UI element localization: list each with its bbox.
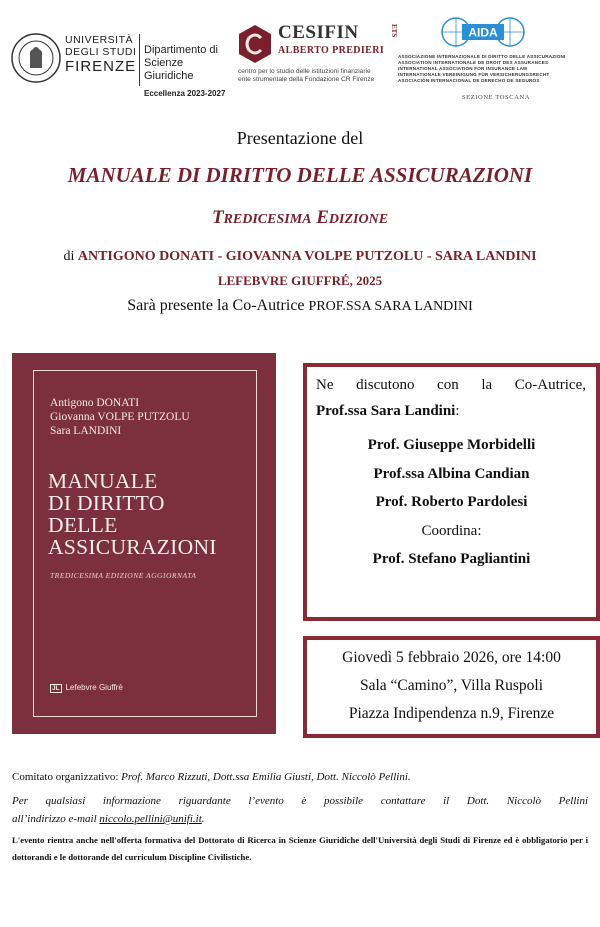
discussants-coauthor	[316, 403, 460, 420]
event-title: MANUALE DI DIRITTO DELLE ASSICURAZIONI	[67, 163, 533, 187]
email-link[interactable]: niccolo.pellini@unifi.it	[99, 813, 202, 825]
book-title-line: DI DIRITTO	[48, 491, 165, 515]
dept-excellence: Eccellenza 2023-2027	[144, 89, 226, 98]
speaker-name: Prof. Roberto Pardolesi	[375, 494, 528, 510]
doctorate-note: L'evento rientra anche nell'offerta formativa del Dottorato di Ricerca in Scienze Giuridiche dell'Università degli Studi di Firenze ed è obbligatorio per i dottorandi e le dottorande del curriculum Discipline Civilistiche.	[12, 835, 588, 862]
authors-names: ANTIGONO DONATI - GIOVANNA VOLPE PUTZOLU - SARA LANDINI	[77, 249, 537, 264]
book-author: Sara LANDINI	[50, 425, 122, 437]
authors-prefix: di	[63, 249, 75, 264]
committee-label: Comitato organizzativo:	[12, 771, 119, 783]
unifi-logo	[10, 32, 235, 96]
book-title-line: MANUALE	[48, 469, 158, 493]
publisher-logo-icon: JL	[52, 685, 60, 692]
edition-word: REDICESIMA	[223, 212, 312, 227]
aida-lines	[398, 54, 566, 84]
email-prefix: all’indirizzo e-mail	[12, 813, 97, 825]
aida-line: ASOCIACIÓN INTERNACIONAL DE DERECHO DE SEGUROS	[398, 78, 540, 83]
department-name	[144, 44, 235, 100]
book-publisher	[50, 683, 123, 693]
aida-section: SEZIONE TOSCANA	[461, 94, 531, 101]
aida-logo	[396, 12, 596, 101]
cesifin-name: CESIFIN	[278, 22, 359, 43]
unifi-line2: DEGLI STUDI	[65, 46, 137, 58]
unifi-seal-icon	[10, 32, 62, 84]
book-publisher-name: Lefebvre Giuffrè	[65, 683, 123, 692]
cesifin-desc-line1: centro per lo studio delle istituzioni finanziarie	[238, 68, 371, 75]
aida-line: ASSOCIATION INTERNATIONALE DE DROIT DES ASSURANCES	[398, 60, 549, 65]
unifi-line3: FIRENZE	[65, 58, 137, 75]
committee-line	[12, 771, 588, 783]
coordinator-label: Coordina:	[421, 522, 482, 539]
event-address: Piazza Indipendenza n.9, Firenze	[348, 705, 555, 722]
book-cover	[12, 353, 276, 734]
unifi-name	[65, 34, 136, 75]
edition-title	[0, 207, 600, 229]
info-line: Per qualsiasi informazione riguardante l’evento è possibile contattare il Dott. Niccolò Pellini	[12, 795, 588, 807]
speakers-list	[307, 431, 596, 574]
cesifin-logo	[238, 24, 403, 94]
book-title-line: ASSICURAZIONI	[48, 535, 217, 559]
speaker-name: Prof.ssa Albina Candian	[373, 465, 530, 482]
coauthor-colon: :	[455, 403, 460, 419]
discussants-box	[303, 363, 600, 621]
cesifin-desc-line2: ente strumentale della Fondazione CR Firenze	[238, 76, 375, 83]
logo-bar	[0, 0, 600, 100]
event-date: Giovedì 5 febbraio 2026, ore 14:00	[342, 649, 561, 666]
dept-line1: Dipartimento di	[144, 44, 218, 56]
cesifin-mark-icon	[238, 24, 272, 64]
presence-line	[0, 297, 600, 315]
committee-names: Prof. Marco Rizzuti, Dott.ssa Emilia Giusti, Dott. Niccolò Pellini.	[121, 771, 411, 783]
presence-prefix: Sarà presente la Co-Autrice	[127, 297, 305, 314]
event-venue: Sala “Camino”, Villa Ruspoli	[359, 677, 544, 694]
edition-initial: T	[211, 207, 224, 228]
book-authors	[50, 396, 190, 438]
presence-name: PROF.SSA SARA LANDINI	[308, 299, 473, 314]
edition-initial2: E	[316, 207, 329, 228]
event-details-box	[303, 636, 600, 738]
aida-line: INTERNATIONAL ASSOCIATION FOR INSURANCE LAW	[398, 66, 528, 71]
email-suffix: .	[201, 813, 205, 825]
aida-logo-text: AIDA	[468, 25, 498, 40]
book-author: Antigono DONATI	[50, 397, 140, 409]
unifi-divider	[139, 34, 140, 86]
book-subtitle: TREDICESIMA EDIZIONE AGGIORNATA	[50, 571, 197, 580]
coauthor-name: Prof.ssa Sara Landini	[316, 403, 456, 419]
book-author: Giovanna VOLPE PUTZOLU	[50, 411, 190, 423]
discussants-intro: Ne discutono con la Co-Autrice,	[316, 377, 586, 393]
book-title-line: DELLE	[48, 513, 118, 537]
edition-word2: DIZIONE	[328, 212, 389, 227]
coordinator-name: Prof. Stefano Pagliantini	[372, 551, 531, 567]
authors-line	[0, 249, 600, 265]
speaker-name: Prof. Giuseppe Morbidelli	[367, 437, 536, 453]
aida-globe-icon	[440, 16, 526, 48]
aida-line: ASSOCIAZIONE INTERNAZIONALE DI DIRITTO DELLE ASSICURAZIONI	[398, 54, 566, 59]
cesifin-description	[238, 68, 374, 84]
presentation-label: Presentazione del	[236, 128, 364, 148]
book-title	[48, 470, 217, 558]
email-line	[12, 813, 588, 825]
aida-line: INTERNATIONALE VEREINIGUNG FÜR VERSICHERUNGSRECHT	[398, 72, 550, 77]
publisher-line: LEFEBVRE GIUFFRÉ, 2025	[217, 273, 383, 288]
unifi-line1: UNIVERSITÀ	[65, 34, 134, 46]
dept-line2: Scienze Giuridiche	[144, 57, 194, 82]
cesifin-subtitle: ALBERTO PREDIERI	[278, 45, 385, 56]
cesifin-ets: ETS	[390, 24, 398, 38]
